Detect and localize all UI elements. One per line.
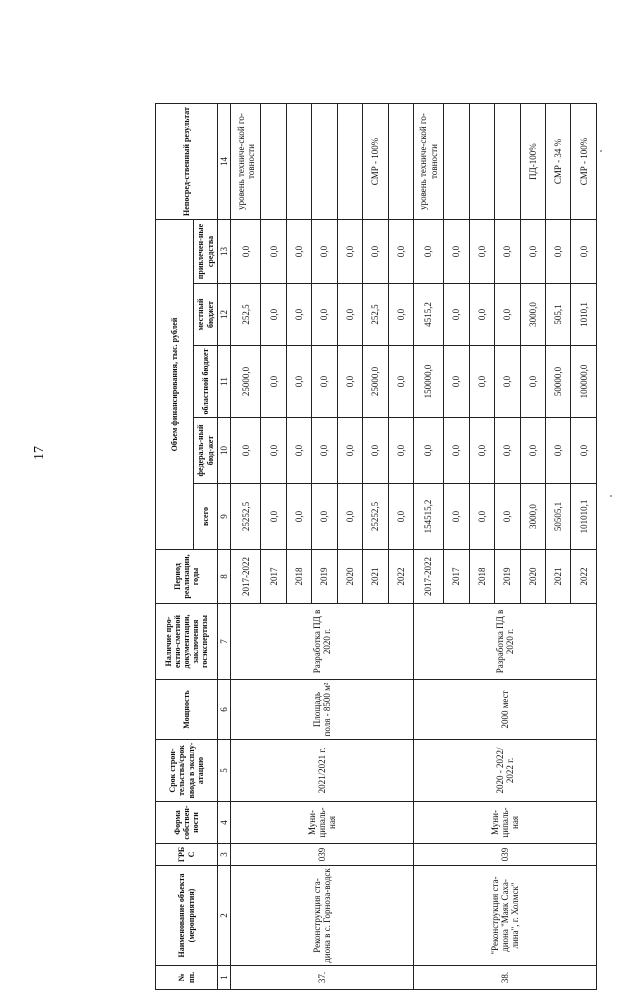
period-cell: 2017-2022 <box>231 550 261 604</box>
column-number: 4 <box>218 802 231 844</box>
federal-budget-cell: 0,0 <box>363 418 388 484</box>
table-body <box>231 104 597 990</box>
column-number: 13 <box>218 220 231 284</box>
attracted-funds-cell: 0,0 <box>571 220 597 284</box>
table-row <box>414 104 444 990</box>
col-header-total: всего <box>194 484 218 550</box>
regional-budget-cell: 0,0 <box>337 346 362 418</box>
period-cell: 2017 <box>444 550 469 604</box>
table-row <box>231 104 261 990</box>
federal-budget-cell: 0,0 <box>414 418 444 484</box>
attracted-funds-cell: 0,0 <box>286 220 311 284</box>
result-cell: уровень техниче-ской го-товности <box>231 104 261 220</box>
local-budget-cell: 4515,2 <box>414 284 444 346</box>
object-name: Реконструкция ста-диона в с. Горноза-водск <box>231 866 414 966</box>
regional-budget-cell: 0,0 <box>261 346 286 418</box>
column-number: 5 <box>218 740 231 802</box>
period-cell: 2018 <box>286 550 311 604</box>
federal-budget-cell: 0,0 <box>312 418 337 484</box>
attracted-funds-cell: 0,0 <box>261 220 286 284</box>
total-cell: 0,0 <box>337 484 362 550</box>
attracted-funds-cell: 0,0 <box>363 220 388 284</box>
regional-budget-cell: 0,0 <box>520 346 545 418</box>
local-budget-cell: 252,5 <box>231 284 261 346</box>
design-documentation: Разработка ПД в 2020 г. <box>414 604 597 680</box>
col-header-psd: Наличие про-ектно-сметной документации, заключения госэкспертизы <box>156 604 218 680</box>
federal-budget-cell: 0,0 <box>495 418 520 484</box>
attracted-funds-cell: 0,0 <box>414 220 444 284</box>
capacity: 2000 мест <box>414 680 597 740</box>
local-budget-cell: 0,0 <box>495 284 520 346</box>
regional-budget-cell: 0,0 <box>469 346 494 418</box>
total-cell: 0,0 <box>286 484 311 550</box>
regional-budget-cell: 0,0 <box>388 346 413 418</box>
scan-speck <box>600 150 602 152</box>
attracted-funds-cell: 0,0 <box>444 220 469 284</box>
period-cell: 2019 <box>495 550 520 604</box>
scanned-table-rotated <box>155 104 597 990</box>
local-budget-cell: 0,0 <box>444 284 469 346</box>
column-number: 10 <box>218 418 231 484</box>
period-cell: 2019 <box>312 550 337 604</box>
period-cell: 2020 <box>520 550 545 604</box>
column-number: 1 <box>218 966 231 990</box>
attracted-funds-cell: 0,0 <box>337 220 362 284</box>
local-budget-cell: 0,0 <box>312 284 337 346</box>
attracted-funds-cell: 0,0 <box>520 220 545 284</box>
regional-budget-cell: 150000,0 <box>414 346 444 418</box>
regional-budget-cell: 0,0 <box>312 346 337 418</box>
regional-budget-cell: 0,0 <box>444 346 469 418</box>
local-budget-cell: 0,0 <box>469 284 494 346</box>
total-cell: 3000,0 <box>520 484 545 550</box>
header-row-1 <box>156 104 194 990</box>
period-cell: 2022 <box>571 550 597 604</box>
col-header-local: местный бюджет <box>194 284 218 346</box>
object-number: 38. <box>414 966 597 990</box>
col-header-regional: областной бюджет <box>194 346 218 418</box>
ownership-form: Муни-ципаль-ная <box>231 802 414 844</box>
capacity: Площадь поля - 8500 м² <box>231 680 414 740</box>
attracted-funds-cell: 0,0 <box>231 220 261 284</box>
period-cell: 2020 <box>337 550 362 604</box>
col-header-capacity: Мощность <box>156 680 218 740</box>
attracted-funds-cell: 0,0 <box>495 220 520 284</box>
total-cell: 25252,5 <box>231 484 261 550</box>
local-budget-cell: 3000,0 <box>520 284 545 346</box>
result-cell <box>337 104 362 220</box>
column-number: 8 <box>218 550 231 604</box>
attracted-funds-cell: 0,0 <box>469 220 494 284</box>
col-header-federal: федераль-ный бюд-жет <box>194 418 218 484</box>
federal-budget-cell: 0,0 <box>286 418 311 484</box>
federal-budget-cell: 0,0 <box>520 418 545 484</box>
result-cell: СМР - 34 % <box>545 104 570 220</box>
column-number: 2 <box>218 866 231 966</box>
col-header-result: Непосред-ственный результат <box>156 104 218 220</box>
column-number-row <box>218 104 231 990</box>
total-cell: 0,0 <box>388 484 413 550</box>
col-header-grbs: ГРБ С <box>156 844 218 866</box>
col-header-funding: Объем финансирования, тыс. рублей <box>156 220 194 550</box>
col-header-no: № пп. <box>156 966 218 990</box>
total-cell: 0,0 <box>444 484 469 550</box>
period-cell: 2021 <box>363 550 388 604</box>
local-budget-cell: 0,0 <box>388 284 413 346</box>
period-cell: 2018 <box>469 550 494 604</box>
col-header-term: Срок строи-тельства/срок ввода в эксплу-атацию <box>156 740 218 802</box>
federal-budget-cell: 0,0 <box>231 418 261 484</box>
result-cell: СМР - 100% <box>571 104 597 220</box>
federal-budget-cell: 0,0 <box>261 418 286 484</box>
federal-budget-cell: 0,0 <box>388 418 413 484</box>
result-cell <box>388 104 413 220</box>
result-cell: ПД-100% <box>520 104 545 220</box>
total-cell: 0,0 <box>495 484 520 550</box>
grbs-code: 039 <box>414 844 597 866</box>
total-cell: 154515,2 <box>414 484 444 550</box>
local-budget-cell: 252,5 <box>363 284 388 346</box>
federal-budget-cell: 0,0 <box>337 418 362 484</box>
period-cell: 2017 <box>261 550 286 604</box>
regional-budget-cell: 25000,0 <box>231 346 261 418</box>
federal-budget-cell: 0,0 <box>444 418 469 484</box>
attracted-funds-cell: 0,0 <box>388 220 413 284</box>
period-cell: 2021 <box>545 550 570 604</box>
attracted-funds-cell: 0,0 <box>312 220 337 284</box>
local-budget-cell: 1010,1 <box>571 284 597 346</box>
scan-speck <box>610 495 612 497</box>
construction-term: 2020 - 2022/ 2022 г. <box>414 740 597 802</box>
result-cell: уровень техниче-ской го-товности <box>414 104 444 220</box>
object-name: "Реконструкция ста-диона "Маяк Саха-лина", г. Холмск" <box>414 866 597 966</box>
total-cell: 0,0 <box>261 484 286 550</box>
period-cell: 2017-2022 <box>414 550 444 604</box>
page-number: 17 <box>32 446 47 460</box>
col-header-ownership: Форма собствен-ности <box>156 802 218 844</box>
total-cell: 0,0 <box>312 484 337 550</box>
column-number: 11 <box>218 346 231 418</box>
col-header-attracted: привлечен-ные средства <box>194 220 218 284</box>
local-budget-cell: 0,0 <box>286 284 311 346</box>
total-cell: 25252,5 <box>363 484 388 550</box>
federal-budget-cell: 0,0 <box>469 418 494 484</box>
regional-budget-cell: 100000,0 <box>571 346 597 418</box>
financing-table <box>155 103 597 990</box>
col-header-period: Период реализации, годы <box>156 550 218 604</box>
total-cell: 50505,1 <box>545 484 570 550</box>
object-number: 37. <box>231 966 414 990</box>
design-documentation: Разработка ПД в 2020 г. <box>231 604 414 680</box>
column-number: 12 <box>218 284 231 346</box>
federal-budget-cell: 0,0 <box>545 418 570 484</box>
regional-budget-cell: 25000,0 <box>363 346 388 418</box>
federal-budget-cell: 0,0 <box>571 418 597 484</box>
local-budget-cell: 0,0 <box>261 284 286 346</box>
regional-budget-cell: 0,0 <box>495 346 520 418</box>
attracted-funds-cell: 0,0 <box>545 220 570 284</box>
total-cell: 101010,1 <box>571 484 597 550</box>
ownership-form: Муни-ципаль-ная <box>414 802 597 844</box>
period-cell: 2022 <box>388 550 413 604</box>
column-number: 9 <box>218 484 231 550</box>
construction-term: 2021/2021 г. <box>231 740 414 802</box>
regional-budget-cell: 50000,0 <box>545 346 570 418</box>
column-number: 6 <box>218 680 231 740</box>
result-cell <box>312 104 337 220</box>
regional-budget-cell: 0,0 <box>286 346 311 418</box>
total-cell: 0,0 <box>469 484 494 550</box>
grbs-code: 039 <box>231 844 414 866</box>
result-cell <box>469 104 494 220</box>
result-cell: СМР - 100% <box>363 104 388 220</box>
column-number: 7 <box>218 604 231 680</box>
result-cell <box>286 104 311 220</box>
result-cell <box>495 104 520 220</box>
column-number: 14 <box>218 104 231 220</box>
result-cell <box>261 104 286 220</box>
local-budget-cell: 0,0 <box>337 284 362 346</box>
result-cell <box>444 104 469 220</box>
column-number: 3 <box>218 844 231 866</box>
col-header-name: Наименование объекта (мероприятия) <box>156 866 218 966</box>
local-budget-cell: 505,1 <box>545 284 570 346</box>
